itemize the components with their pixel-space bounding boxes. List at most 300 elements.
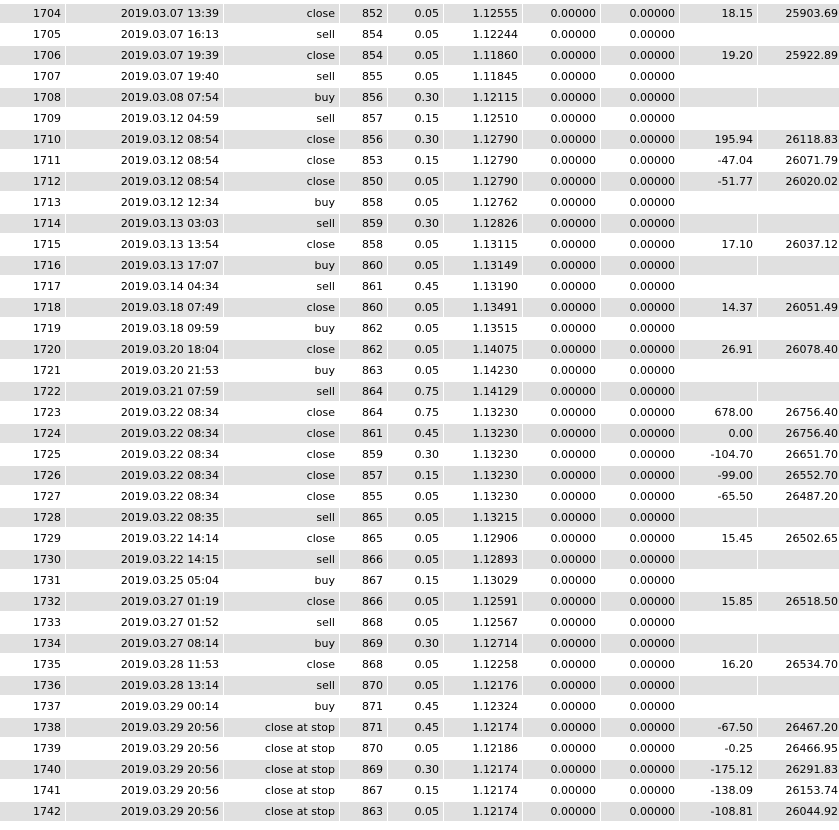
- cell-stop-loss: 0.00000: [523, 403, 601, 422]
- cell-profit: [680, 361, 758, 380]
- cell-type: close at stop: [224, 739, 340, 758]
- cell-stop-loss: 0.00000: [523, 550, 601, 569]
- cell-take-profit: 0.00000: [601, 382, 680, 401]
- cell-deal-number: 1728: [0, 508, 66, 527]
- cell-time: 2019.03.28 13:14: [66, 676, 224, 695]
- cell-stop-loss: 0.00000: [523, 466, 601, 485]
- cell-size: 0.15: [388, 109, 444, 128]
- cell-time: 2019.03.20 18:04: [66, 340, 224, 359]
- cell-size: 0.15: [388, 466, 444, 485]
- cell-size: 0.05: [388, 235, 444, 254]
- cell-type: close: [224, 592, 340, 611]
- cell-balance: 26502.65: [758, 529, 839, 548]
- cell-balance: [758, 550, 839, 569]
- cell-price: 1.12186: [444, 739, 523, 758]
- cell-order: 855: [340, 67, 388, 86]
- cell-deal-number: 1734: [0, 634, 66, 653]
- cell-order: 854: [340, 46, 388, 65]
- cell-stop-loss: 0.00000: [523, 445, 601, 464]
- cell-deal-number: 1706: [0, 46, 66, 65]
- cell-take-profit: 0.00000: [601, 445, 680, 464]
- cell-time: 2019.03.29 20:56: [66, 718, 224, 737]
- cell-deal-number: 1704: [0, 4, 66, 23]
- cell-take-profit: 0.00000: [601, 718, 680, 737]
- cell-time: 2019.03.12 08:54: [66, 172, 224, 191]
- cell-stop-loss: 0.00000: [523, 718, 601, 737]
- cell-stop-loss: 0.00000: [523, 781, 601, 800]
- cell-order: 855: [340, 487, 388, 506]
- cell-balance: 26153.74: [758, 781, 839, 800]
- cell-balance: 26118.83: [758, 130, 839, 149]
- cell-stop-loss: 0.00000: [523, 697, 601, 716]
- cell-stop-loss: 0.00000: [523, 802, 601, 821]
- cell-time: 2019.03.22 08:34: [66, 466, 224, 485]
- cell-profit: -67.50: [680, 718, 758, 737]
- cell-order: 871: [340, 697, 388, 716]
- cell-profit: [680, 382, 758, 401]
- cell-balance: 26651.70: [758, 445, 839, 464]
- table-row: [0, 256, 839, 275]
- cell-balance: [758, 697, 839, 716]
- cell-balance: [758, 382, 839, 401]
- cell-take-profit: 0.00000: [601, 298, 680, 317]
- cell-price: 1.12176: [444, 676, 523, 695]
- cell-balance: [758, 256, 839, 275]
- cell-type: close at stop: [224, 760, 340, 779]
- cell-take-profit: 0.00000: [601, 277, 680, 296]
- cell-price: 1.12258: [444, 655, 523, 674]
- cell-stop-loss: 0.00000: [523, 613, 601, 632]
- cell-time: 2019.03.14 04:34: [66, 277, 224, 296]
- cell-order: 867: [340, 571, 388, 590]
- cell-size: 0.05: [388, 340, 444, 359]
- cell-size: 0.05: [388, 172, 444, 191]
- cell-deal-number: 1715: [0, 235, 66, 254]
- cell-take-profit: 0.00000: [601, 592, 680, 611]
- cell-deal-number: 1740: [0, 760, 66, 779]
- cell-balance: 26020.02: [758, 172, 839, 191]
- cell-size: 0.15: [388, 781, 444, 800]
- cell-order: 871: [340, 718, 388, 737]
- cell-profit: [680, 613, 758, 632]
- cell-order: 860: [340, 256, 388, 275]
- cell-deal-number: 1723: [0, 403, 66, 422]
- table-row: [0, 508, 839, 527]
- table-row: [0, 571, 839, 590]
- cell-deal-number: 1724: [0, 424, 66, 443]
- cell-price: 1.12174: [444, 760, 523, 779]
- cell-price: 1.13515: [444, 319, 523, 338]
- cell-balance: 26552.70: [758, 466, 839, 485]
- table-row: [0, 319, 839, 338]
- cell-time: 2019.03.29 20:56: [66, 802, 224, 821]
- cell-time: 2019.03.12 12:34: [66, 193, 224, 212]
- cell-size: 0.05: [388, 193, 444, 212]
- cell-order: 863: [340, 802, 388, 821]
- cell-profit: -104.70: [680, 445, 758, 464]
- cell-balance: [758, 193, 839, 212]
- cell-type: sell: [224, 109, 340, 128]
- cell-take-profit: 0.00000: [601, 634, 680, 653]
- cell-stop-loss: 0.00000: [523, 571, 601, 590]
- cell-type: sell: [224, 25, 340, 44]
- cell-profit: -175.12: [680, 760, 758, 779]
- cell-take-profit: 0.00000: [601, 613, 680, 632]
- cell-size: 0.30: [388, 760, 444, 779]
- cell-price: 1.12244: [444, 25, 523, 44]
- cell-type: close: [224, 445, 340, 464]
- cell-type: close: [224, 487, 340, 506]
- cell-size: 0.75: [388, 403, 444, 422]
- cell-profit: 26.91: [680, 340, 758, 359]
- cell-order: 868: [340, 655, 388, 674]
- cell-deal-number: 1716: [0, 256, 66, 275]
- cell-profit: [680, 25, 758, 44]
- cell-type: close: [224, 403, 340, 422]
- cell-take-profit: 0.00000: [601, 235, 680, 254]
- cell-deal-number: 1737: [0, 697, 66, 716]
- cell-price: 1.13230: [444, 466, 523, 485]
- cell-price: 1.12510: [444, 109, 523, 128]
- cell-profit: 18.15: [680, 4, 758, 23]
- cell-profit: [680, 277, 758, 296]
- cell-time: 2019.03.29 20:56: [66, 781, 224, 800]
- cell-type: sell: [224, 214, 340, 233]
- cell-profit: [680, 193, 758, 212]
- cell-type: close: [224, 298, 340, 317]
- cell-time: 2019.03.07 13:39: [66, 4, 224, 23]
- cell-balance: [758, 361, 839, 380]
- cell-profit: [680, 88, 758, 107]
- cell-size: 0.05: [388, 655, 444, 674]
- cell-price: 1.12790: [444, 172, 523, 191]
- cell-type: close: [224, 172, 340, 191]
- cell-size: 0.75: [388, 382, 444, 401]
- cell-time: 2019.03.07 19:40: [66, 67, 224, 86]
- cell-profit: [680, 634, 758, 653]
- cell-size: 0.05: [388, 613, 444, 632]
- cell-deal-number: 1705: [0, 25, 66, 44]
- cell-stop-loss: 0.00000: [523, 151, 601, 170]
- cell-order: 869: [340, 634, 388, 653]
- table-row: [0, 403, 839, 422]
- cell-size: 0.15: [388, 151, 444, 170]
- cell-time: 2019.03.28 11:53: [66, 655, 224, 674]
- cell-time: 2019.03.12 04:59: [66, 109, 224, 128]
- cell-type: close: [224, 655, 340, 674]
- cell-take-profit: 0.00000: [601, 697, 680, 716]
- cell-order: 862: [340, 319, 388, 338]
- cell-type: buy: [224, 634, 340, 653]
- cell-size: 0.05: [388, 25, 444, 44]
- cell-take-profit: 0.00000: [601, 4, 680, 23]
- cell-deal-number: 1717: [0, 277, 66, 296]
- cell-profit: [680, 67, 758, 86]
- cell-balance: [758, 634, 839, 653]
- table-row: [0, 655, 839, 674]
- cell-size: 0.30: [388, 130, 444, 149]
- cell-size: 0.45: [388, 718, 444, 737]
- cell-take-profit: 0.00000: [601, 403, 680, 422]
- cell-size: 0.05: [388, 802, 444, 821]
- table-row: [0, 4, 839, 23]
- cell-size: 0.45: [388, 277, 444, 296]
- cell-take-profit: 0.00000: [601, 466, 680, 485]
- cell-take-profit: 0.00000: [601, 214, 680, 233]
- table-row: [0, 25, 839, 44]
- cell-profit: 15.85: [680, 592, 758, 611]
- cell-time: 2019.03.22 08:35: [66, 508, 224, 527]
- cell-deal-number: 1720: [0, 340, 66, 359]
- cell-price: 1.12826: [444, 214, 523, 233]
- cell-balance: [758, 88, 839, 107]
- cell-deal-number: 1709: [0, 109, 66, 128]
- cell-price: 1.12324: [444, 697, 523, 716]
- cell-order: 857: [340, 109, 388, 128]
- cell-order: 858: [340, 193, 388, 212]
- cell-order: 852: [340, 4, 388, 23]
- cell-take-profit: 0.00000: [601, 172, 680, 191]
- cell-take-profit: 0.00000: [601, 46, 680, 65]
- cell-type: close at stop: [224, 781, 340, 800]
- cell-time: 2019.03.25 05:04: [66, 571, 224, 590]
- cell-balance: 26487.20: [758, 487, 839, 506]
- cell-time: 2019.03.29 20:56: [66, 760, 224, 779]
- cell-stop-loss: 0.00000: [523, 67, 601, 86]
- cell-order: 865: [340, 529, 388, 548]
- cell-balance: 26467.20: [758, 718, 839, 737]
- cell-deal-number: 1711: [0, 151, 66, 170]
- cell-stop-loss: 0.00000: [523, 739, 601, 758]
- cell-balance: 26756.40: [758, 403, 839, 422]
- cell-take-profit: 0.00000: [601, 361, 680, 380]
- cell-stop-loss: 0.00000: [523, 193, 601, 212]
- cell-stop-loss: 0.00000: [523, 4, 601, 23]
- cell-balance: 26756.40: [758, 424, 839, 443]
- cell-time: 2019.03.13 13:54: [66, 235, 224, 254]
- cell-price: 1.11845: [444, 67, 523, 86]
- cell-order: 853: [340, 151, 388, 170]
- cell-time: 2019.03.22 14:14: [66, 529, 224, 548]
- cell-size: 0.45: [388, 424, 444, 443]
- cell-deal-number: 1718: [0, 298, 66, 317]
- cell-size: 0.30: [388, 88, 444, 107]
- cell-balance: [758, 571, 839, 590]
- cell-type: buy: [224, 319, 340, 338]
- cell-profit: -0.25: [680, 739, 758, 758]
- cell-time: 2019.03.18 09:59: [66, 319, 224, 338]
- cell-type: buy: [224, 697, 340, 716]
- cell-type: sell: [224, 382, 340, 401]
- cell-type: buy: [224, 256, 340, 275]
- table-row: [0, 487, 839, 506]
- cell-type: sell: [224, 550, 340, 569]
- cell-stop-loss: 0.00000: [523, 382, 601, 401]
- cell-type: buy: [224, 193, 340, 212]
- cell-deal-number: 1714: [0, 214, 66, 233]
- cell-profit: -47.04: [680, 151, 758, 170]
- cell-time: 2019.03.08 07:54: [66, 88, 224, 107]
- table-row: [0, 235, 839, 254]
- cell-size: 0.05: [388, 46, 444, 65]
- cell-type: close: [224, 529, 340, 548]
- cell-profit: [680, 571, 758, 590]
- table-row: [0, 760, 839, 779]
- cell-balance: 26051.49: [758, 298, 839, 317]
- cell-profit: 0.00: [680, 424, 758, 443]
- table-row: [0, 676, 839, 695]
- cell-take-profit: 0.00000: [601, 67, 680, 86]
- cell-take-profit: 0.00000: [601, 193, 680, 212]
- cell-profit: [680, 214, 758, 233]
- cell-take-profit: 0.00000: [601, 487, 680, 506]
- cell-balance: 25903.69: [758, 4, 839, 23]
- cell-deal-number: 1719: [0, 319, 66, 338]
- table-row: [0, 46, 839, 65]
- cell-profit: [680, 109, 758, 128]
- cell-order: 861: [340, 277, 388, 296]
- cell-order: 866: [340, 592, 388, 611]
- cell-stop-loss: 0.00000: [523, 214, 601, 233]
- cell-deal-number: 1713: [0, 193, 66, 212]
- cell-take-profit: 0.00000: [601, 529, 680, 548]
- cell-order: 854: [340, 25, 388, 44]
- cell-type: close at stop: [224, 718, 340, 737]
- cell-balance: [758, 67, 839, 86]
- cell-order: 864: [340, 403, 388, 422]
- cell-profit: -51.77: [680, 172, 758, 191]
- cell-order: 867: [340, 781, 388, 800]
- cell-stop-loss: 0.00000: [523, 361, 601, 380]
- cell-stop-loss: 0.00000: [523, 655, 601, 674]
- cell-profit: [680, 508, 758, 527]
- cell-time: 2019.03.12 08:54: [66, 130, 224, 149]
- cell-stop-loss: 0.00000: [523, 25, 601, 44]
- cell-price: 1.13230: [444, 487, 523, 506]
- cell-deal-number: 1712: [0, 172, 66, 191]
- cell-deal-number: 1739: [0, 739, 66, 758]
- cell-profit: 195.94: [680, 130, 758, 149]
- cell-balance: 26466.95: [758, 739, 839, 758]
- table-row: [0, 361, 839, 380]
- table-row: [0, 298, 839, 317]
- table-row: [0, 739, 839, 758]
- cell-type: sell: [224, 277, 340, 296]
- cell-stop-loss: 0.00000: [523, 256, 601, 275]
- cell-order: 864: [340, 382, 388, 401]
- cell-time: 2019.03.29 00:14: [66, 697, 224, 716]
- cell-size: 0.05: [388, 256, 444, 275]
- cell-stop-loss: 0.00000: [523, 46, 601, 65]
- cell-type: sell: [224, 676, 340, 695]
- table-row: [0, 214, 839, 233]
- cell-order: 870: [340, 676, 388, 695]
- cell-size: 0.05: [388, 487, 444, 506]
- cell-order: 865: [340, 508, 388, 527]
- cell-deal-number: 1733: [0, 613, 66, 632]
- cell-balance: [758, 676, 839, 695]
- cell-stop-loss: 0.00000: [523, 319, 601, 338]
- cell-stop-loss: 0.00000: [523, 298, 601, 317]
- cell-type: buy: [224, 361, 340, 380]
- cell-type: close: [224, 466, 340, 485]
- cell-order: 859: [340, 445, 388, 464]
- cell-order: 861: [340, 424, 388, 443]
- cell-stop-loss: 0.00000: [523, 109, 601, 128]
- cell-time: 2019.03.18 07:49: [66, 298, 224, 317]
- cell-deal-number: 1710: [0, 130, 66, 149]
- table-row: [0, 109, 839, 128]
- cell-profit: [680, 550, 758, 569]
- cell-deal-number: 1736: [0, 676, 66, 695]
- cell-deal-number: 1742: [0, 802, 66, 821]
- cell-order: 859: [340, 214, 388, 233]
- table-row: [0, 718, 839, 737]
- cell-profit: 17.10: [680, 235, 758, 254]
- cell-stop-loss: 0.00000: [523, 88, 601, 107]
- table-row: [0, 382, 839, 401]
- cell-price: 1.12115: [444, 88, 523, 107]
- cell-size: 0.05: [388, 508, 444, 527]
- cell-price: 1.13215: [444, 508, 523, 527]
- cell-time: 2019.03.07 16:13: [66, 25, 224, 44]
- cell-size: 0.05: [388, 550, 444, 569]
- cell-size: 0.15: [388, 571, 444, 590]
- cell-price: 1.12790: [444, 130, 523, 149]
- cell-take-profit: 0.00000: [601, 319, 680, 338]
- cell-price: 1.12714: [444, 634, 523, 653]
- cell-balance: [758, 214, 839, 233]
- cell-price: 1.13115: [444, 235, 523, 254]
- cell-stop-loss: 0.00000: [523, 235, 601, 254]
- cell-time: 2019.03.20 21:53: [66, 361, 224, 380]
- cell-take-profit: 0.00000: [601, 802, 680, 821]
- table-row: [0, 592, 839, 611]
- cell-take-profit: 0.00000: [601, 109, 680, 128]
- cell-stop-loss: 0.00000: [523, 277, 601, 296]
- cell-profit: 678.00: [680, 403, 758, 422]
- cell-type: close: [224, 235, 340, 254]
- table-row: [0, 193, 839, 212]
- cell-profit: 15.45: [680, 529, 758, 548]
- cell-type: close: [224, 340, 340, 359]
- cell-order: 863: [340, 361, 388, 380]
- cell-order: 857: [340, 466, 388, 485]
- cell-profit: 19.20: [680, 46, 758, 65]
- cell-price: 1.12174: [444, 802, 523, 821]
- cell-take-profit: 0.00000: [601, 151, 680, 170]
- table-row: [0, 697, 839, 716]
- table-row: [0, 340, 839, 359]
- cell-order: 860: [340, 298, 388, 317]
- cell-deal-number: 1726: [0, 466, 66, 485]
- cell-price: 1.13230: [444, 424, 523, 443]
- cell-type: close: [224, 4, 340, 23]
- cell-stop-loss: 0.00000: [523, 508, 601, 527]
- cell-deal-number: 1730: [0, 550, 66, 569]
- cell-deal-number: 1741: [0, 781, 66, 800]
- cell-time: 2019.03.07 19:39: [66, 46, 224, 65]
- cell-type: sell: [224, 67, 340, 86]
- cell-price: 1.13149: [444, 256, 523, 275]
- cell-stop-loss: 0.00000: [523, 529, 601, 548]
- cell-price: 1.14230: [444, 361, 523, 380]
- cell-balance: [758, 613, 839, 632]
- cell-take-profit: 0.00000: [601, 781, 680, 800]
- table-row: [0, 802, 839, 821]
- cell-profit: -99.00: [680, 466, 758, 485]
- cell-stop-loss: 0.00000: [523, 592, 601, 611]
